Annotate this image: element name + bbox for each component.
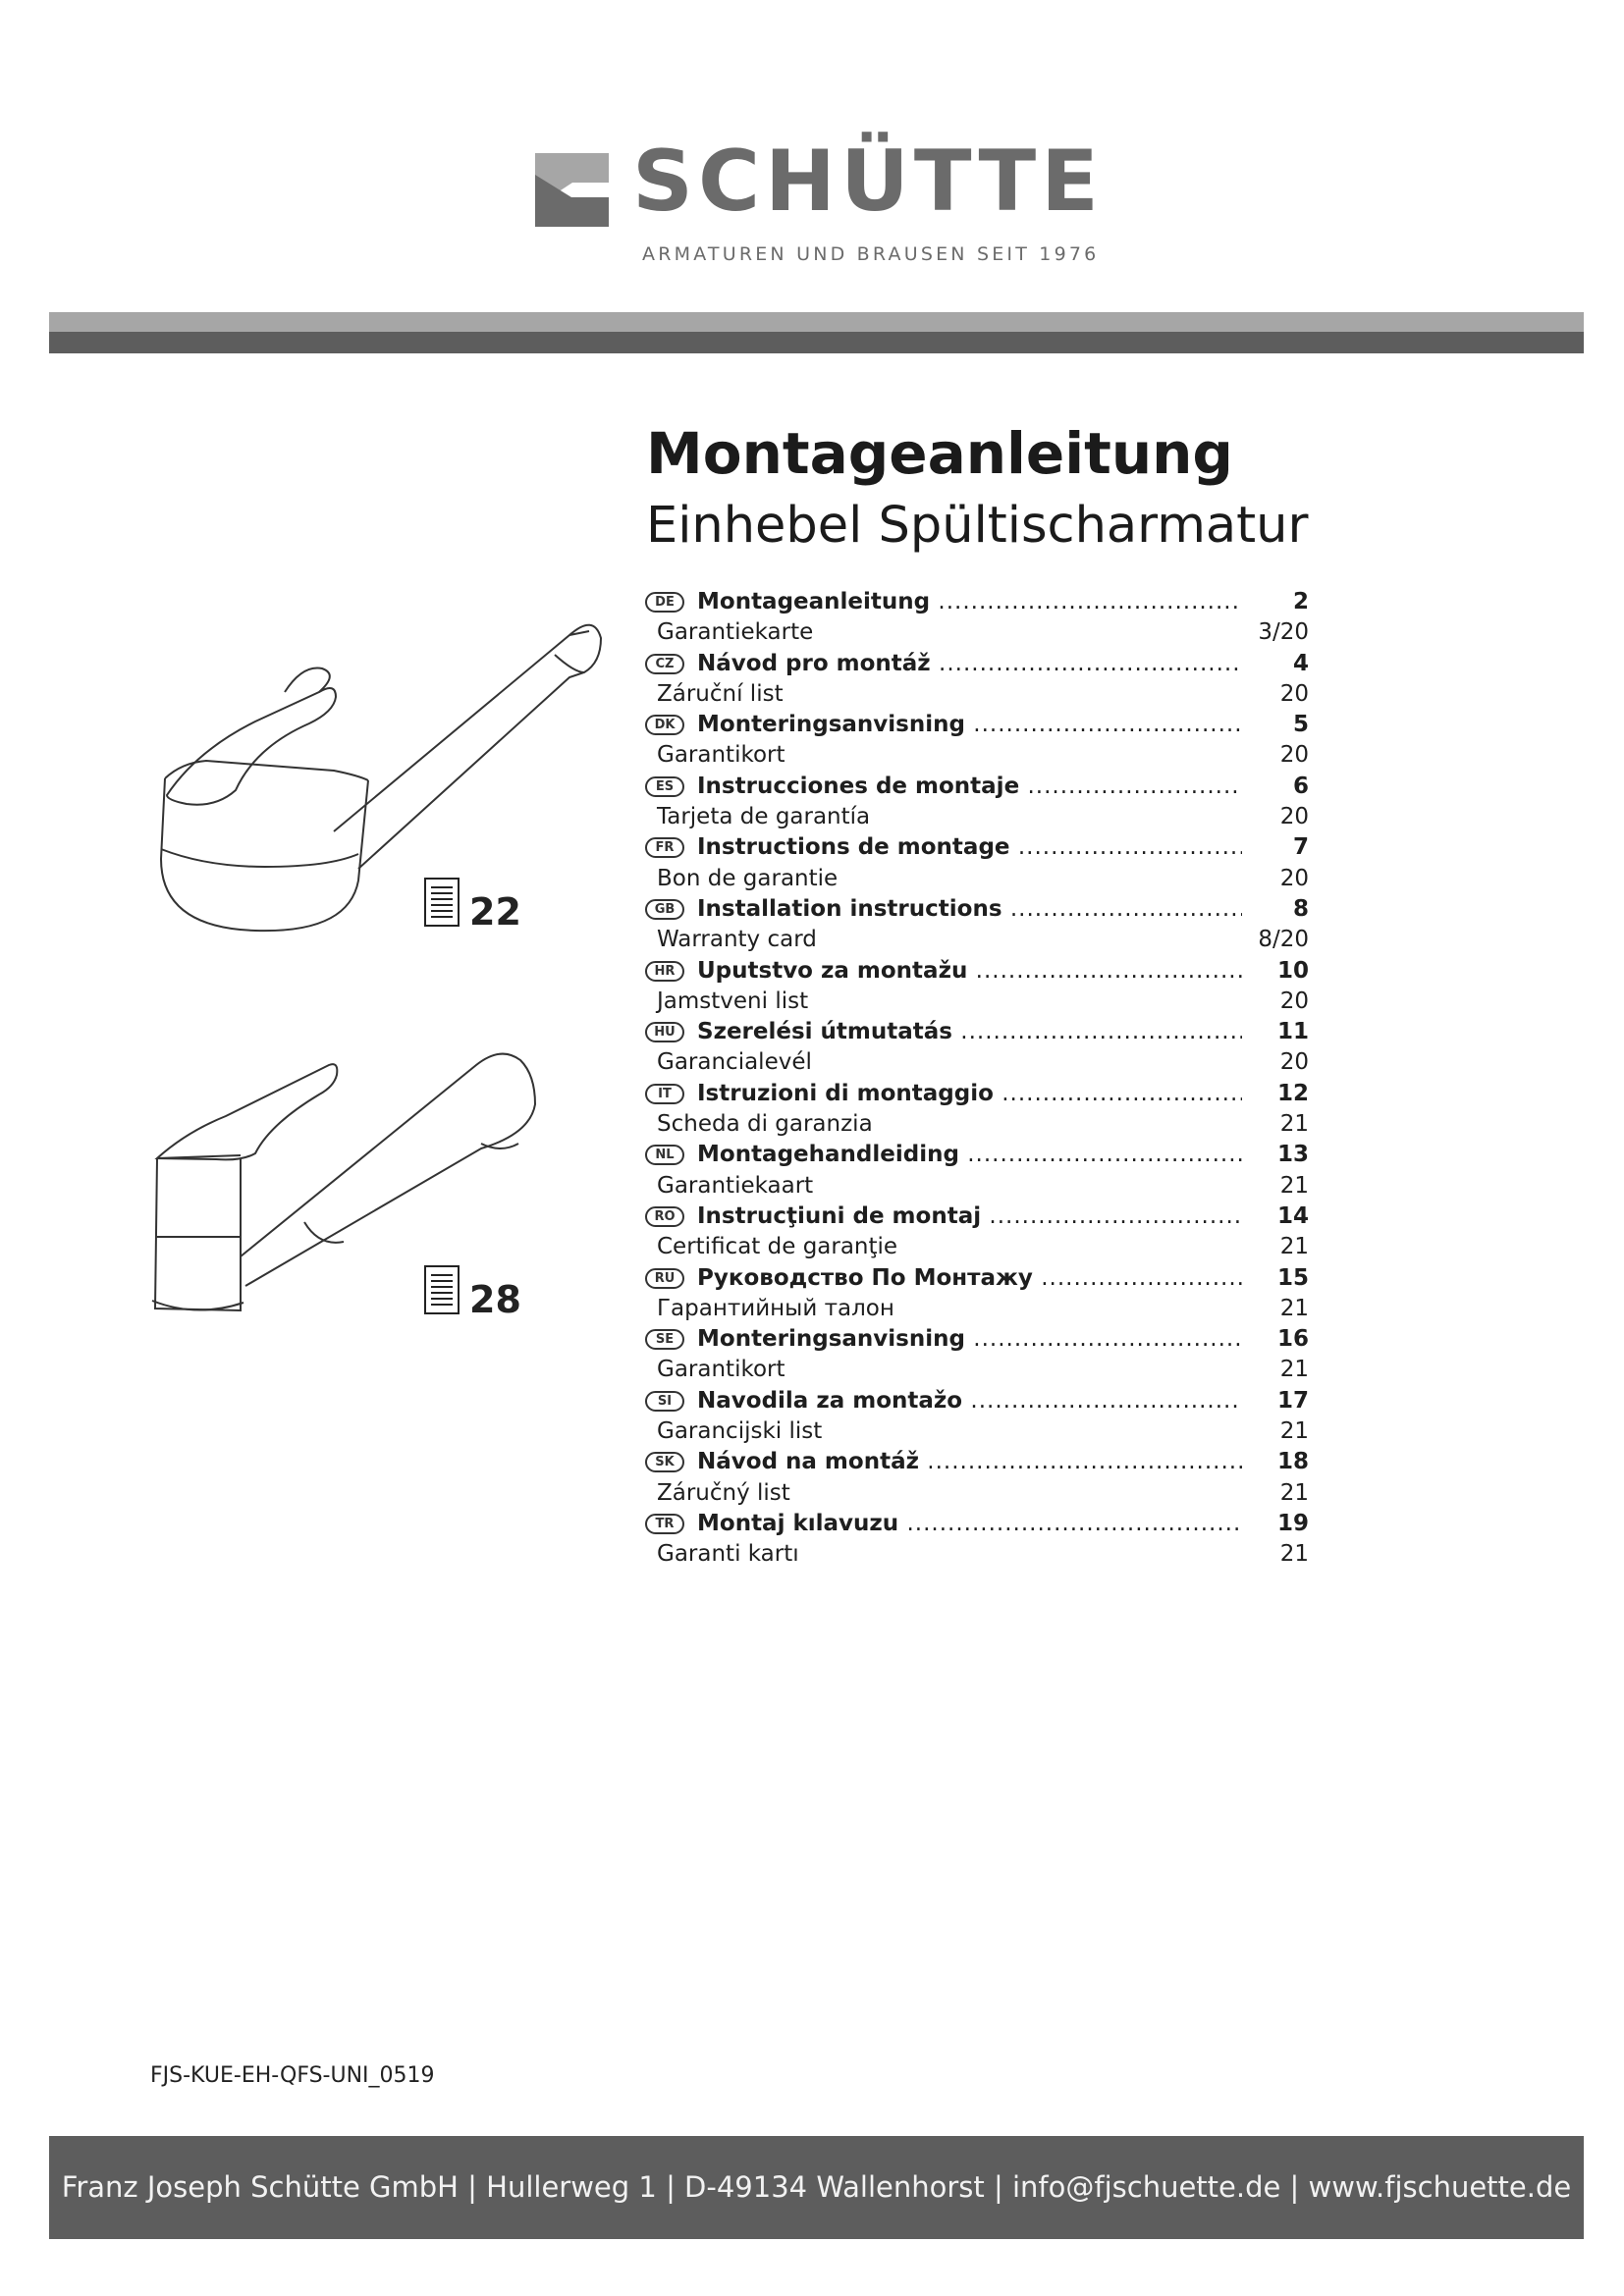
toc-subentry-label: Garantikort bbox=[657, 1357, 785, 1383]
toc-entry-page: 15 bbox=[1276, 1264, 1309, 1291]
language-badge: HU bbox=[645, 1022, 684, 1042]
toc-entry-page: 14 bbox=[1276, 1202, 1309, 1229]
toc-subentry-label: Garanti kartı bbox=[657, 1541, 799, 1568]
toc-subentry-page: 21 bbox=[1279, 1479, 1309, 1506]
toc-subentry-page: 21 bbox=[1279, 1357, 1309, 1383]
brand-tagline: ARMATUREN UND BRAUSEN SEIT 1976 bbox=[642, 243, 1100, 265]
toc-entry bbox=[645, 1263, 1309, 1294]
toc-entry-page: 17 bbox=[1276, 1387, 1309, 1414]
toc-entry-label: Instrucciones de montaje ..... bbox=[697, 772, 1242, 802]
table-of-contents bbox=[645, 587, 1309, 1571]
toc-subentry-page: 20 bbox=[1279, 865, 1309, 891]
toc-entry-label: Návod pro montáž ..... bbox=[697, 649, 1242, 679]
toc-subentry-label: Garancialevél bbox=[657, 1049, 812, 1076]
page-ref-pullout: 28 bbox=[469, 1278, 521, 1321]
toc-subentry bbox=[645, 617, 1309, 648]
toc-subentry-page: 3/20 bbox=[1258, 619, 1309, 646]
toc-subentry-page: 8/20 bbox=[1258, 927, 1309, 953]
toc-subentry bbox=[645, 1539, 1309, 1570]
toc-entry bbox=[645, 956, 1309, 987]
toc-entry-label: Montageanleitung ..... bbox=[697, 587, 1242, 617]
toc-subentry bbox=[645, 1047, 1309, 1078]
language-badge: CZ bbox=[645, 654, 684, 674]
language-badge: FR bbox=[645, 837, 684, 858]
toc-entry bbox=[645, 1079, 1309, 1109]
brand-logo bbox=[530, 133, 1104, 278]
toc-subentry bbox=[645, 1294, 1309, 1324]
toc-entry-label: Szerelési útmutatás ..... bbox=[697, 1017, 1242, 1047]
toc-subentry-page: 20 bbox=[1279, 680, 1309, 707]
toc-subentry bbox=[645, 1416, 1309, 1447]
toc-subentry-label: Bon de garantie bbox=[657, 865, 839, 891]
toc-subentry-label: Tarjeta de garantía bbox=[657, 804, 871, 830]
toc-entry-page: 18 bbox=[1276, 1449, 1309, 1475]
toc-entry-label: Monteringsanvisning ..... bbox=[697, 1324, 1242, 1355]
manual-page-icon bbox=[424, 878, 460, 927]
toc-entry-page: 7 bbox=[1292, 834, 1309, 861]
toc-entry-page: 4 bbox=[1292, 650, 1309, 676]
toc-subentry-label: Záruční list bbox=[657, 680, 784, 707]
toc-entry-page: 6 bbox=[1292, 773, 1309, 799]
toc-entry bbox=[645, 1140, 1309, 1170]
toc-subentry-page: 21 bbox=[1279, 1234, 1309, 1260]
toc-entry bbox=[645, 894, 1309, 925]
toc-subentry bbox=[645, 740, 1309, 771]
brand-name: SCHÜTTE bbox=[632, 133, 1104, 231]
language-badge: GB bbox=[645, 899, 684, 920]
toc-subentry-label: Гарантийный талон bbox=[657, 1295, 894, 1321]
page-ref-standard: 22 bbox=[469, 890, 521, 934]
toc-entry-label: Instructions de montage ..... bbox=[697, 832, 1242, 863]
toc-subentry-page: 21 bbox=[1279, 1418, 1309, 1445]
toc-subentry bbox=[645, 925, 1309, 955]
toc-entry bbox=[645, 710, 1309, 740]
toc-entry bbox=[645, 1201, 1309, 1232]
toc-entry bbox=[645, 1386, 1309, 1416]
toc-entry-page: 2 bbox=[1292, 589, 1309, 614]
header-band-dark bbox=[49, 332, 1584, 353]
toc-subentry-label: Garantiekaart bbox=[657, 1172, 814, 1199]
toc-entry-label: Navodila za montažo ..... bbox=[697, 1386, 1242, 1416]
toc-subentry-label: Garantiekarte bbox=[657, 619, 814, 646]
toc-subentry bbox=[645, 802, 1309, 832]
toc-entry-page: 11 bbox=[1276, 1019, 1309, 1045]
toc-subentry bbox=[645, 1478, 1309, 1509]
toc-subentry-page: 21 bbox=[1279, 1172, 1309, 1199]
toc-subentry-page: 21 bbox=[1279, 1295, 1309, 1321]
header-band-light bbox=[49, 312, 1584, 332]
language-badge: RO bbox=[645, 1206, 684, 1227]
toc-subentry-page: 21 bbox=[1279, 1111, 1309, 1138]
manual-page-icon bbox=[424, 1265, 460, 1314]
toc-entry-label: Istruzioni di montaggio ..... bbox=[697, 1079, 1242, 1109]
toc-entry-page: 19 bbox=[1276, 1510, 1309, 1536]
page-subtitle: Einhebel Spültischarmatur bbox=[646, 497, 1309, 555]
language-badge: DK bbox=[645, 715, 684, 735]
toc-entry-label: Installation instructions ..... bbox=[697, 894, 1242, 925]
toc-subentry-page: 21 bbox=[1279, 1541, 1309, 1568]
toc-subentry bbox=[645, 1171, 1309, 1201]
toc-subentry-label: Garancijski list bbox=[657, 1418, 823, 1445]
toc-subentry bbox=[645, 679, 1309, 710]
language-badge: DE bbox=[645, 592, 684, 613]
toc-entry-label: Montagehandleiding ..... bbox=[697, 1140, 1242, 1170]
toc-subentry bbox=[645, 1355, 1309, 1385]
toc-subentry bbox=[645, 864, 1309, 894]
toc-entry bbox=[645, 1324, 1309, 1355]
toc-entry bbox=[645, 772, 1309, 802]
toc-entry-label: Uputstvo za montažu ..... bbox=[697, 956, 1242, 987]
toc-subentry-page: 20 bbox=[1279, 988, 1309, 1014]
document-code: FJS-KUE-EH-QFS-UNI_0519 bbox=[150, 2063, 435, 2088]
language-badge: NL bbox=[645, 1145, 684, 1165]
toc-subentry-label: Záručný list bbox=[657, 1479, 790, 1506]
toc-entry bbox=[645, 832, 1309, 863]
toc-entry bbox=[645, 1447, 1309, 1477]
faucet-illustration-standard bbox=[147, 604, 609, 942]
toc-subentry-page: 20 bbox=[1279, 742, 1309, 769]
toc-subentry-label: Scheda di garanzia bbox=[657, 1111, 873, 1138]
language-badge: SK bbox=[645, 1452, 684, 1472]
toc-entry-page: 12 bbox=[1276, 1080, 1309, 1106]
toc-entry-page: 5 bbox=[1292, 712, 1309, 738]
toc-subentry-label: Warranty card bbox=[657, 927, 817, 953]
toc-entry-page: 16 bbox=[1276, 1326, 1309, 1353]
schuette-logo-mark-icon bbox=[535, 153, 609, 227]
language-badge: IT bbox=[645, 1084, 684, 1104]
toc-subentry-page: 20 bbox=[1279, 804, 1309, 830]
toc-entry-label: Montaj kılavuzu ..... bbox=[697, 1509, 1242, 1539]
toc-entry-label: Руководство По Монтажу ..... bbox=[697, 1263, 1242, 1294]
toc-entry-label: Monteringsanvisning ..... bbox=[697, 710, 1242, 740]
toc-entry-page: 10 bbox=[1276, 957, 1309, 984]
toc-entry-page: 13 bbox=[1276, 1142, 1309, 1168]
toc-subentry bbox=[645, 987, 1309, 1017]
language-badge: TR bbox=[645, 1514, 684, 1534]
toc-entry-label: Instrucţiuni de montaj ..... bbox=[697, 1201, 1242, 1232]
language-badge: HR bbox=[645, 961, 684, 982]
toc-entry bbox=[645, 1509, 1309, 1539]
toc-subentry-label: Garantikort bbox=[657, 742, 785, 769]
toc-entry bbox=[645, 1017, 1309, 1047]
toc-subentry-label: Jamstveni list bbox=[657, 988, 809, 1014]
footer-contact-text: Franz Joseph Schütte GmbH | Hullerweg 1 | D-49134 Wallenhorst | info@fjschuette.de | www.fjschuette.de bbox=[61, 2170, 1572, 2204]
toc-entry-page: 8 bbox=[1292, 895, 1309, 922]
toc-subentry bbox=[645, 1109, 1309, 1140]
toc-entry bbox=[645, 649, 1309, 679]
page-title: Montageanleitung bbox=[646, 420, 1233, 487]
toc-entry bbox=[645, 587, 1309, 617]
toc-subentry bbox=[645, 1232, 1309, 1262]
toc-subentry-label: Certificat de garanţie bbox=[657, 1234, 898, 1260]
toc-subentry-page: 20 bbox=[1279, 1049, 1309, 1076]
footer-contact-bar bbox=[49, 2136, 1584, 2239]
language-badge: ES bbox=[645, 776, 684, 797]
language-badge: RU bbox=[645, 1268, 684, 1289]
language-badge: SI bbox=[645, 1391, 684, 1412]
toc-entry-label: Návod na montáž ..... bbox=[697, 1447, 1242, 1477]
language-badge: SE bbox=[645, 1329, 684, 1350]
